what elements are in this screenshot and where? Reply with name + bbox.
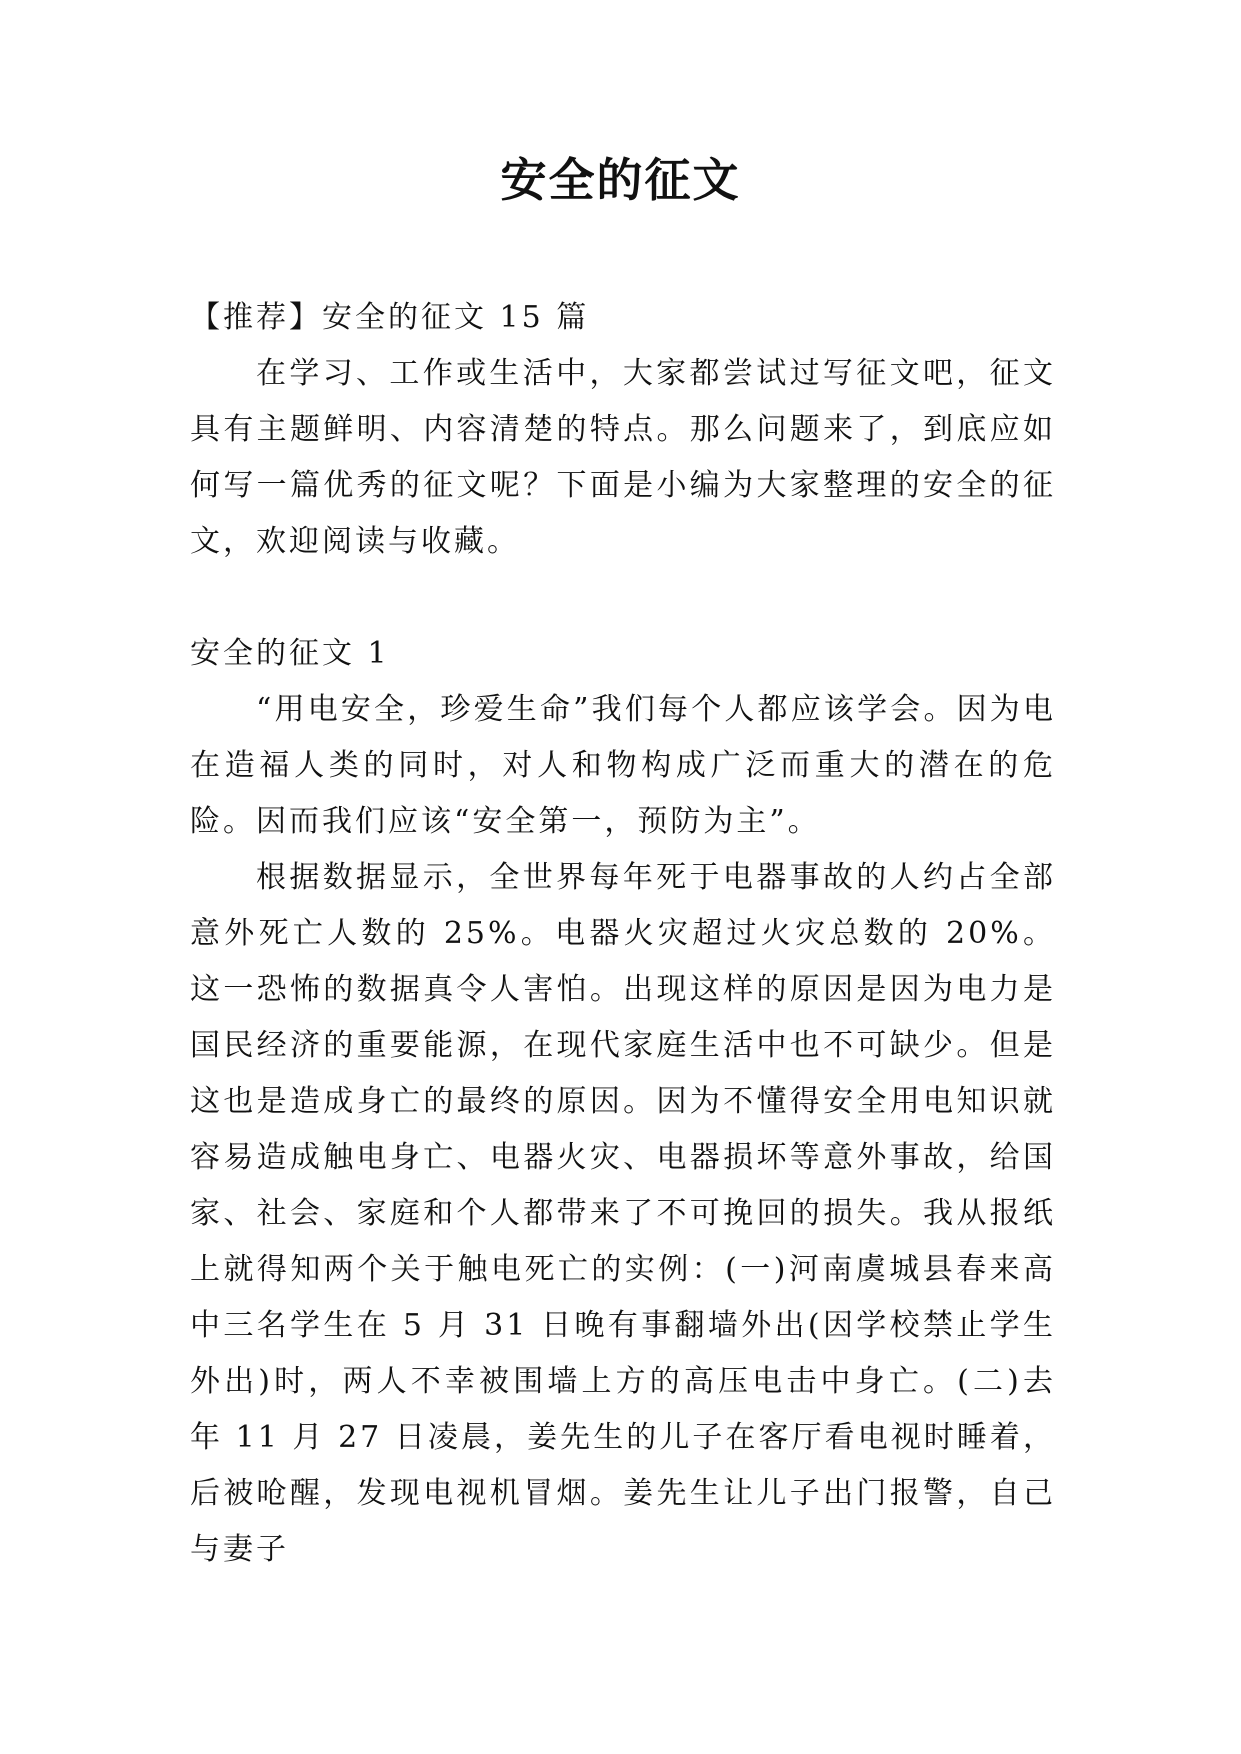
body-paragraph: “用电安全，珍爱生命”我们每个人都应该学会。因为电在造福人类的同时，对人和物构成广泛而重大的潜在的危险。因而我们应该“安全第一，预防为主”。 [190,692,1056,839]
body-paragraph: 根据数据显示，全世界每年死于电器事故的人约占全部意外死亡人数的 25%。电器火灾超过火灾总数的 20%。这一恐怖的数据真令人害怕。出现这样的原因是因为电力是国民经济的重要能源，在现代家庭生活中也不可缺少。但是这也是造成身亡的最终的原因。因为不懂得安全用电知识就容易造成触电身亡、电器火灾、电器损坏等意外事故，给国家、社会、家庭和个人都带来了不可挽回的损失。我从报纸上就得知两个关于触电死亡的实例：(一)河南虞城县春来高中三名学生在 5 月 31 日晚有事翻墙外出(因学校禁止学生外出)时，两人不幸被围墙上方的高压电击中身亡。(二)去年 11 月 27 日凌晨，姜先生的儿子在客厅看电视时睡着，后被呛醒，发现电视机冒烟。姜先生让儿子出门报警，自己与妻子 [190,860,1056,1567]
recommend-line: 【推荐】安全的征文 15 篇 [190,300,590,335]
document-body [190,290,1056,1578]
section-heading: 安全的征文 1 [190,636,390,671]
document-title: 安全的征文 [500,153,741,207]
intro-paragraph: 在学习、工作或生活中，大家都尝试过写征文吧，征文具有主题鲜明、内容清楚的特点。那么问题来了，到底应如何写一篇优秀的征文呢？下面是小编为大家整理的安全的征文，欢迎阅读与收藏。 [190,356,1056,559]
